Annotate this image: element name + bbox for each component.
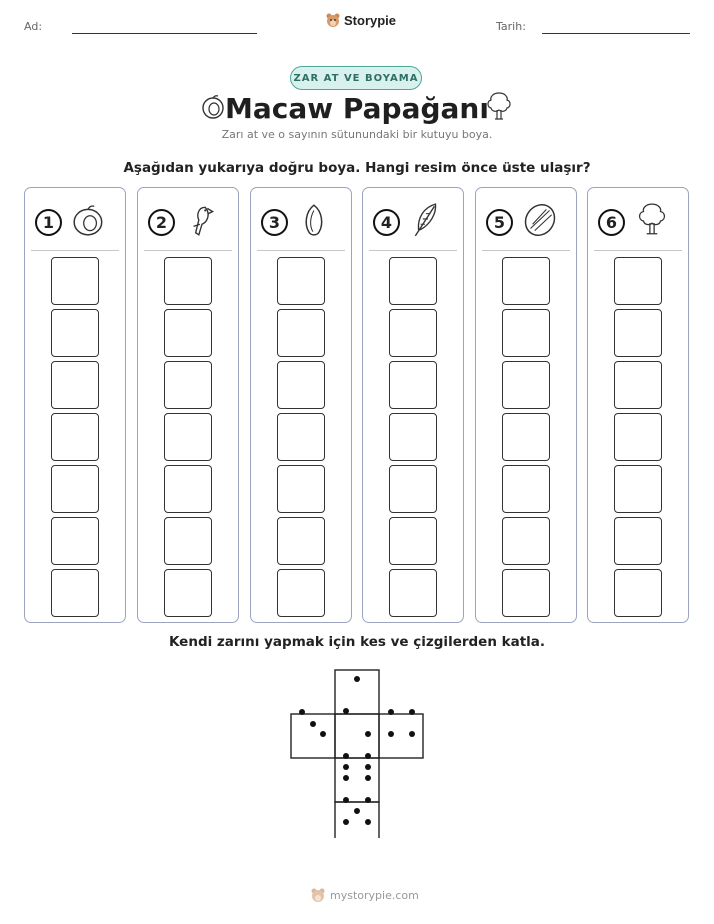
color-box[interactable] — [51, 413, 99, 461]
column-divider — [144, 250, 232, 251]
column-4 — [362, 187, 464, 623]
column-number: 3 — [261, 209, 288, 236]
column-number: 6 — [598, 209, 625, 236]
color-box[interactable] — [502, 257, 550, 305]
feather-icon — [409, 200, 445, 240]
color-box[interactable] — [614, 361, 662, 409]
color-box[interactable] — [389, 361, 437, 409]
color-box[interactable] — [277, 361, 325, 409]
column-header — [138, 198, 238, 248]
column-3 — [250, 187, 352, 623]
bear-logo-icon — [310, 887, 326, 903]
color-box[interactable] — [502, 361, 550, 409]
color-box[interactable] — [614, 517, 662, 565]
color-box[interactable] — [614, 309, 662, 357]
brand-logo — [325, 12, 396, 28]
color-box[interactable] — [51, 257, 99, 305]
column-header — [588, 198, 688, 248]
seed-icon — [297, 200, 333, 240]
activity-badge: ZAR AT VE BOYAMA — [290, 66, 422, 90]
bear-logo-icon — [325, 12, 341, 28]
die-face-3 — [291, 714, 335, 758]
column-divider — [594, 250, 682, 251]
color-box[interactable] — [277, 309, 325, 357]
color-box[interactable] — [389, 309, 437, 357]
column-2 — [137, 187, 239, 623]
color-box[interactable] — [502, 465, 550, 513]
plum-icon — [71, 200, 107, 240]
footer-url: mystorypie.com — [330, 888, 419, 902]
color-box[interactable] — [277, 517, 325, 565]
color-box[interactable] — [277, 569, 325, 617]
color-box[interactable] — [389, 465, 437, 513]
page-subtitle: Zarı at ve o sayının sütunundaki bir kutuyu boya. — [221, 128, 493, 141]
color-box[interactable] — [51, 361, 99, 409]
color-box[interactable] — [389, 413, 437, 461]
color-box[interactable] — [614, 413, 662, 461]
column-header — [251, 198, 351, 248]
die-face-5 — [335, 802, 379, 838]
color-box[interactable] — [614, 569, 662, 617]
color-box[interactable] — [51, 465, 99, 513]
color-box[interactable] — [277, 413, 325, 461]
tree-icon — [484, 90, 514, 122]
color-box[interactable] — [164, 465, 212, 513]
color-box[interactable] — [502, 309, 550, 357]
color-box[interactable] — [164, 257, 212, 305]
column-header — [25, 198, 125, 248]
color-box[interactable] — [51, 309, 99, 357]
color-box[interactable] — [389, 569, 437, 617]
coloring-instruction: Aşağıdan yukarıya doğru boya. Hangi resim önce üste ulaşır? — [123, 160, 591, 176]
color-box[interactable] — [389, 257, 437, 305]
color-box[interactable] — [389, 517, 437, 565]
color-box[interactable] — [502, 569, 550, 617]
column-divider — [257, 250, 345, 251]
page-title: Macaw Papağanı — [225, 92, 489, 125]
color-box[interactable] — [164, 309, 212, 357]
column-number: 5 — [486, 209, 513, 236]
color-box[interactable] — [277, 465, 325, 513]
die-face-6 — [335, 758, 379, 802]
footer — [310, 887, 419, 903]
color-box[interactable] — [164, 413, 212, 461]
column-header — [476, 198, 576, 248]
cut-instruction: Kendi zarını yapmak için kes ve çizgilerden katla. — [168, 634, 546, 650]
color-box[interactable] — [614, 257, 662, 305]
tree-icon — [634, 200, 670, 240]
color-box[interactable] — [164, 517, 212, 565]
color-box[interactable] — [51, 517, 99, 565]
color-box[interactable] — [277, 257, 325, 305]
column-header — [363, 198, 463, 248]
color-box[interactable] — [614, 465, 662, 513]
parrot-icon — [184, 200, 220, 240]
color-box[interactable] — [164, 361, 212, 409]
column-number: 4 — [373, 209, 400, 236]
color-box[interactable] — [164, 569, 212, 617]
column-number: 1 — [35, 209, 62, 236]
dice-net[interactable] — [288, 668, 428, 838]
brand-name: Storypie — [344, 12, 397, 28]
column-divider — [369, 250, 457, 251]
color-box[interactable] — [502, 517, 550, 565]
color-box[interactable] — [502, 413, 550, 461]
column-divider — [31, 250, 119, 251]
date-label: Tarih: — [496, 20, 526, 33]
column-number: 2 — [148, 209, 175, 236]
nut-icon — [522, 200, 558, 240]
name-label: Ad: — [24, 20, 43, 33]
column-1 — [24, 187, 126, 623]
column-6 — [587, 187, 689, 623]
color-box[interactable] — [51, 569, 99, 617]
name-line — [72, 33, 257, 34]
die-face-center — [335, 714, 379, 758]
die-face-4 — [379, 714, 423, 758]
column-5 — [475, 187, 577, 623]
column-divider — [482, 250, 570, 251]
date-line — [542, 33, 690, 34]
